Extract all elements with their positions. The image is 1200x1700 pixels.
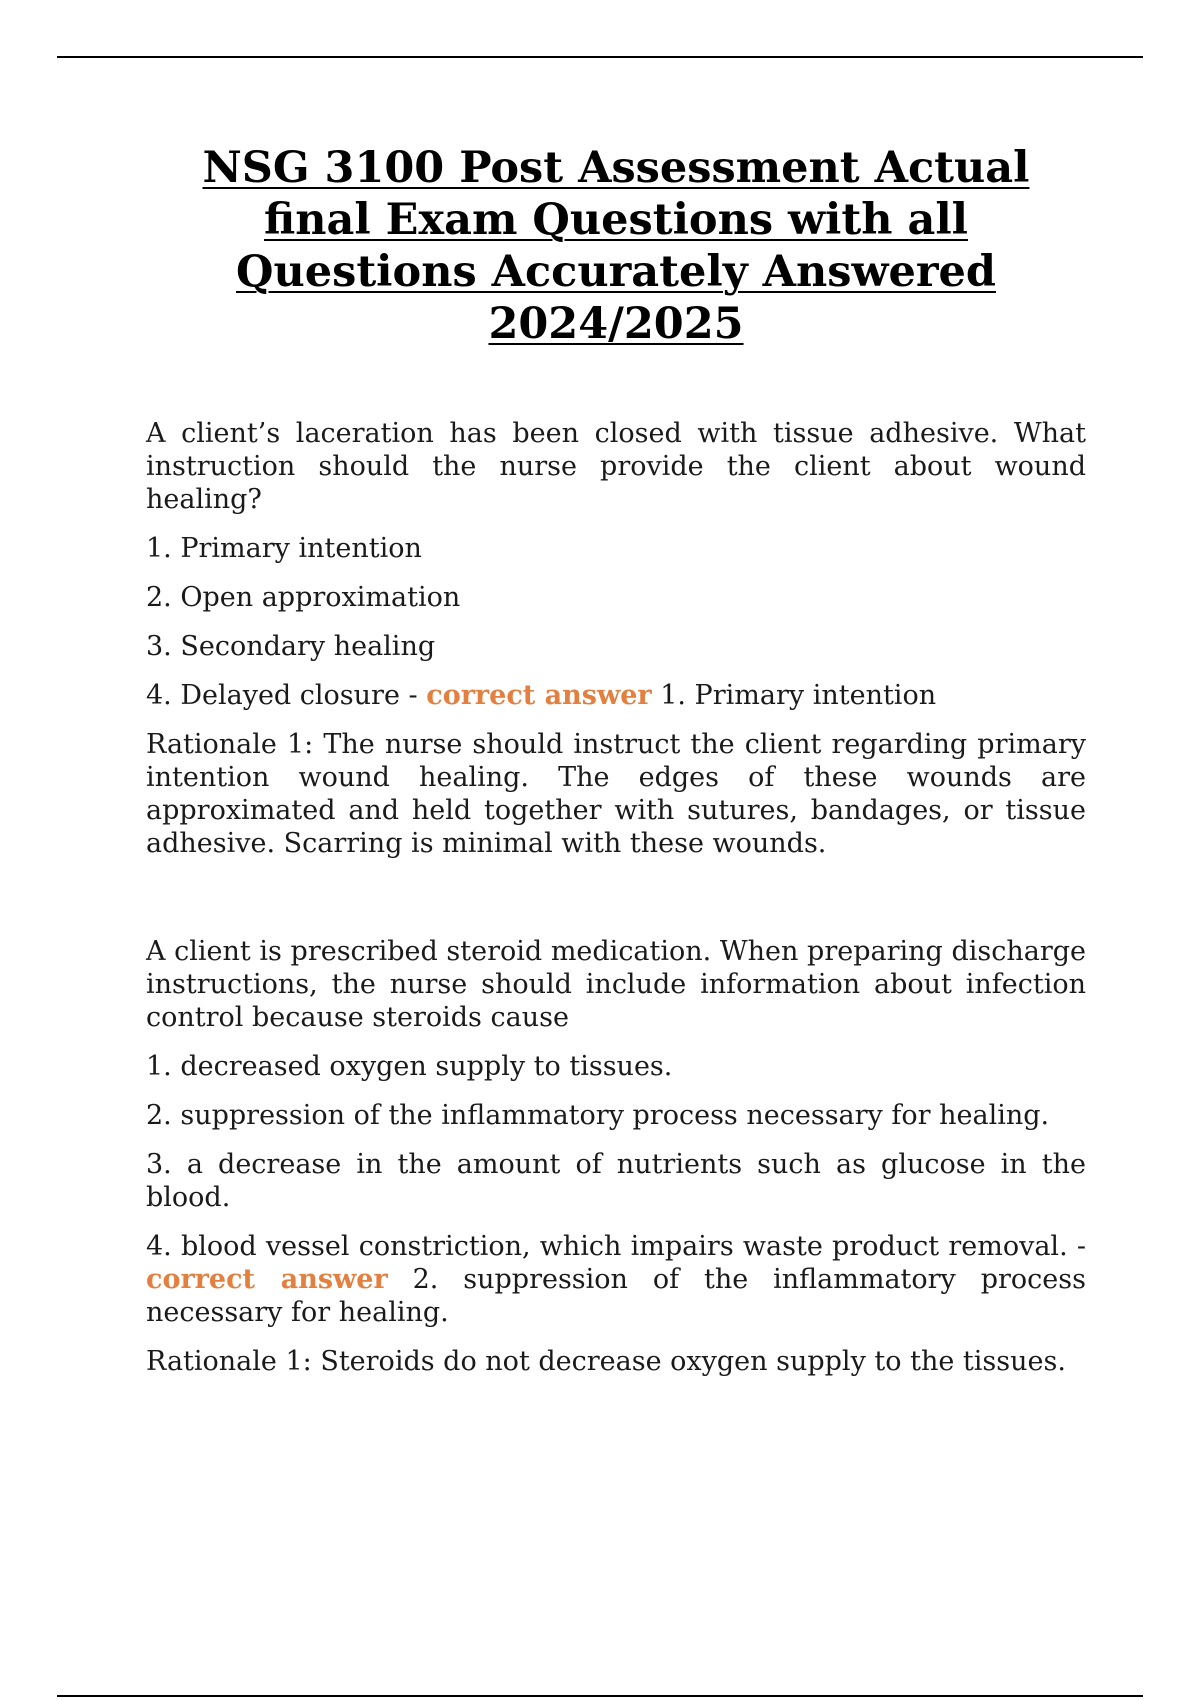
correct-answer-label: correct answer xyxy=(426,680,652,711)
answer-option: 1. Primary intention xyxy=(146,533,422,564)
document-title xyxy=(146,142,1086,350)
rationale: Rationale 1: Steroids do not decrease oxygen supply to the tissues. xyxy=(146,1346,1066,1377)
question-stem: A client is prescribed steroid medication. When preparing discharge instructions, the nurse should include information about infection control because steroids cause xyxy=(146,936,1086,1033)
document-body xyxy=(146,417,1086,1394)
question-spacer xyxy=(146,876,1086,935)
document-title-text: NSG 3100 Post Assessment Actual final Exam Questions with all Questions Accurately Answered 2024/2025 xyxy=(202,143,1030,349)
correct-answer-text: 2. suppression of the inflammatory process necessary for healing. xyxy=(146,1264,1086,1328)
answer-option: 4. blood vessel constriction, which impairs waste product removal. - xyxy=(146,1231,1086,1262)
answer-option: 2. Open approximation xyxy=(146,582,461,613)
rationale: Rationale 1: The nurse should instruct the client regarding primary intention wound healing. The edges of these wounds are approximated and held together with sutures, bandages, or tissue adhesive. Scarring is minimal with these wounds. xyxy=(146,729,1086,859)
answer-option: 3. a decrease in the amount of nutrients such as glucose in the blood. xyxy=(146,1149,1086,1213)
answer-option: 4. Delayed closure - xyxy=(146,680,418,711)
question-block-1 xyxy=(146,417,1086,860)
answer-option-with-key xyxy=(146,1230,1086,1329)
answer-option: 2. suppression of the inflammatory process necessary for healing. xyxy=(146,1100,1050,1131)
answer-option-with-key xyxy=(146,679,1086,712)
correct-answer-label: correct answer xyxy=(146,1264,388,1295)
answer-option: 3. Secondary healing xyxy=(146,631,436,662)
bottom-rule xyxy=(57,1695,1143,1697)
correct-answer-text: 1. Primary intention xyxy=(660,680,937,711)
question-stem: A client’s laceration has been closed with tissue adhesive. What instruction should the nurse provide the client about wound healing? xyxy=(146,418,1086,515)
answer-option: 1. decreased oxygen supply to tissues. xyxy=(146,1051,673,1082)
question-block-2 xyxy=(146,935,1086,1378)
top-rule xyxy=(57,56,1143,58)
